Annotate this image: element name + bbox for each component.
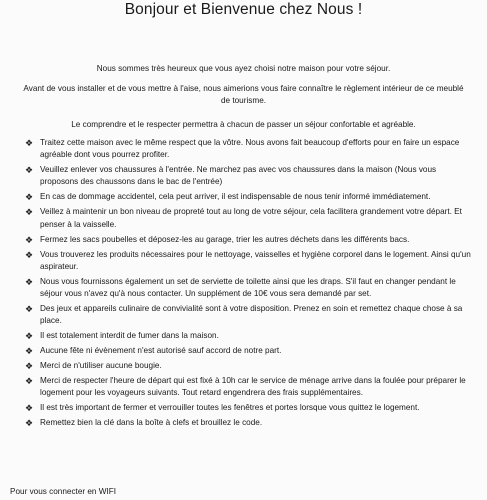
rule-text: Merci de respecter l'heure de départ qui est fixé à 10h car le service de ménage arrive dans la foulée pour préparer le logement pour les voyageurs suivants. Tout retard engendrera des frais supplémentaires. xyxy=(40,376,466,398)
rule-text: Veillez à maintenir un bon niveau de propreté tout au long de votre séjour, cela facilitera grandement votre départ. Et penser à la vaisselle. xyxy=(40,207,462,229)
rules-list xyxy=(24,137,473,432)
intro-welcome-text: Nous sommes très heureux que vous ayez choisi notre maison pour votre séjour. xyxy=(96,64,391,73)
wifi-heading: Pour vous connecter en WIFI xyxy=(10,487,117,496)
rule-item xyxy=(24,191,473,203)
diamond-bullet-icon: ❖ xyxy=(25,234,34,245)
rule-item xyxy=(24,330,473,342)
rule-item xyxy=(24,345,473,357)
rule-item xyxy=(24,276,473,300)
rule-item xyxy=(24,375,473,399)
rule-item xyxy=(24,206,473,230)
rule-item xyxy=(24,249,473,273)
rule-item xyxy=(24,303,473,327)
rule-item xyxy=(24,417,473,429)
intro-rules-text: Avant de vous installer et de vous mettre à l'aise, nous aimerions vous faire connaître le règlement intérieur de ce meublé de tourisme. xyxy=(23,84,464,105)
rule-item xyxy=(24,234,473,246)
diamond-bullet-icon: ❖ xyxy=(25,403,34,414)
rule-item xyxy=(24,164,473,188)
diamond-bullet-icon: ❖ xyxy=(25,276,34,287)
diamond-bullet-icon: ❖ xyxy=(25,361,34,372)
rule-text: Il est très important de fermer et verrouiller toutes les fenêtres et portes lorsque vous quittez le logement. xyxy=(40,403,420,413)
rule-item xyxy=(24,360,473,372)
rule-text: En cas de dommage accidentel, cela peut arriver, il est indispensable de nous tenir informé immédiatement. xyxy=(40,192,431,202)
diamond-bullet-icon: ❖ xyxy=(25,249,34,260)
page-title: Bonjour et Bienvenue chez Nous ! xyxy=(124,1,363,18)
rule-text: Des jeux et appareils culinaire de convivialité sont à votre disposition. Prenez en soin et remettez chaque chose à sa place. xyxy=(40,304,463,326)
rule-text: Remettez bien la clé dans la boîte à clefs et brouillez le code. xyxy=(40,418,263,428)
rule-text: Traitez cette maison avec le même respect que la vôtre. Nous avons fait beaucoup d'efforts pour en faire un espace agréable dont vous pourrez profiter. xyxy=(40,138,460,160)
rule-item xyxy=(24,402,473,414)
rule-item xyxy=(24,137,473,161)
diamond-bullet-icon: ❖ xyxy=(25,331,34,342)
rule-text: Vous trouverez les produits nécessaires pour le nettoyage, vaisselles et hygiène corporel dans le logement. Ainsi qu'un aspirateur. xyxy=(40,249,471,271)
rule-text: Il est totalement interdit de fumer dans la maison. xyxy=(40,331,219,341)
rule-text: Veuillez enlever vos chaussures à l'entrée. Ne marchez pas avec vos chaussures dans la maison (Nous vous proposons des chaussons dans le bac de l'entrée) xyxy=(40,165,437,187)
diamond-bullet-icon: ❖ xyxy=(25,418,34,429)
intro-respect-text: Le comprendre et le respecter permettra à chacun de passer un séjour confortable et agréable. xyxy=(71,120,416,129)
diamond-bullet-icon: ❖ xyxy=(25,138,34,148)
rule-text: Fermez les sacs poubelles et déposez-les au garage, trier les autres déchets dans les différents bacs. xyxy=(40,234,410,244)
rule-text: Nous vous fournissons également un set de serviette de toilette ainsi que les draps. S'il faut en changer pendant le séjour vous n'avez qu'à nous contacter. Un supplément de 10€ vous sera demandé par set. xyxy=(40,276,456,299)
intro-section xyxy=(20,63,467,139)
diamond-bullet-icon: ❖ xyxy=(25,165,34,176)
rule-text: Merci de n'utiliser aucune bougie. xyxy=(40,361,162,371)
diamond-bullet-icon: ❖ xyxy=(25,207,34,218)
diamond-bullet-icon: ❖ xyxy=(25,346,34,357)
diamond-bullet-icon: ❖ xyxy=(25,376,34,387)
diamond-bullet-icon: ❖ xyxy=(25,304,34,315)
rule-text: Aucune fête ni évènement n'est autorisé sauf accord de notre part. xyxy=(40,346,282,356)
diamond-bullet-icon: ❖ xyxy=(25,192,34,203)
